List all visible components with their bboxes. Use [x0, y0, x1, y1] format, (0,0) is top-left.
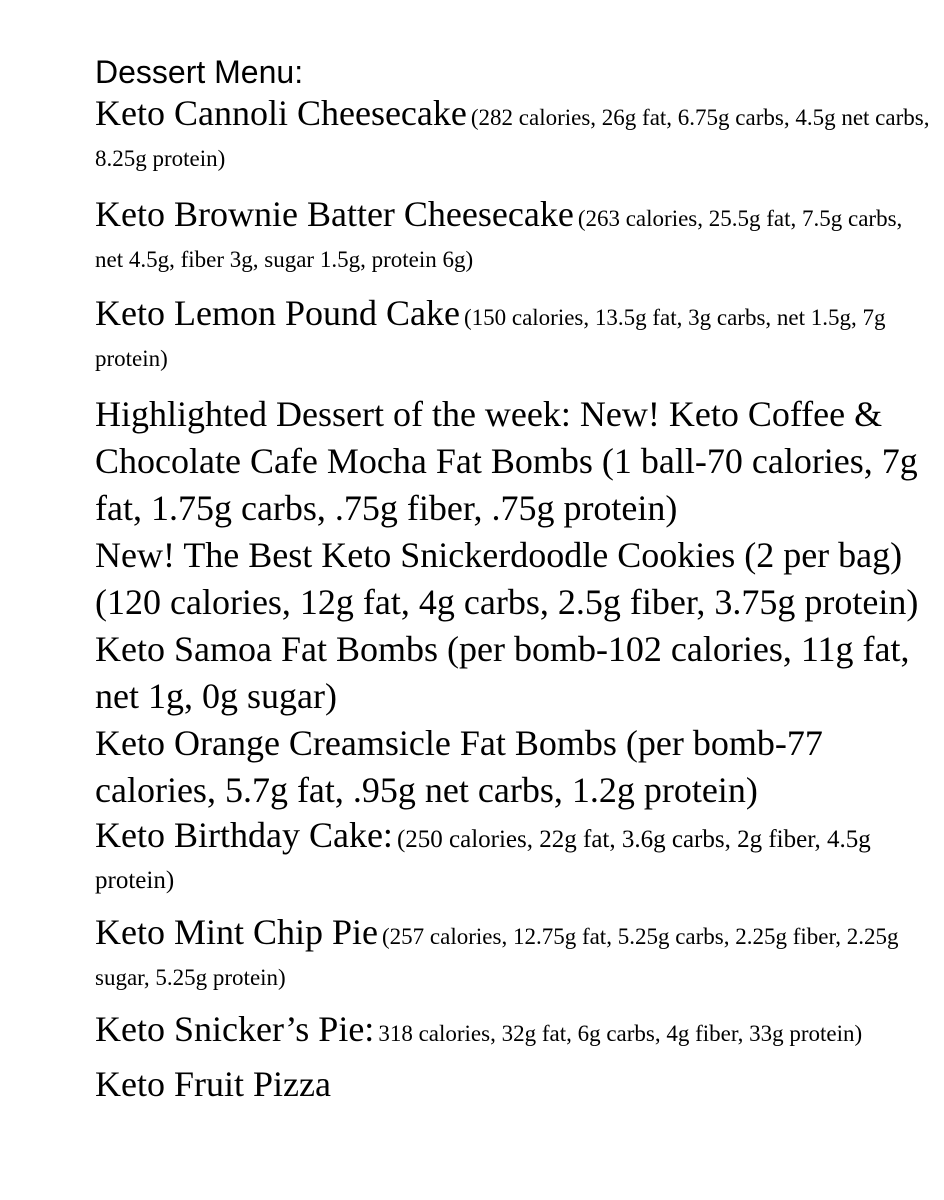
item-name: Keto Lemon Pound Cake	[95, 293, 460, 333]
menu-item-samoa-fat-bombs: Keto Samoa Fat Bombs (per bomb-102 calories, 11g fat, net 1g, 0g sugar)	[95, 629, 910, 716]
menu-item-cannoli-cheesecake	[95, 94, 935, 181]
item-details: (257 calories, 12.75g fat, 5.25g carbs, 2.25g fiber, 2.25g sugar, 5.25g protein)	[95, 924, 899, 990]
menu-item-snickers-pie	[95, 1010, 935, 1056]
menu-item-snickerdoodle-cookies: New! The Best Keto Snickerdoodle Cookies (2 per bag) (120 calories, 12g fat, 4g carbs, 2.5g fiber, 3.75g protein)	[95, 535, 919, 622]
item-details: 318 calories, 32g fat, 6g carbs, 4g fiber, 33g protein)	[378, 1021, 863, 1046]
item-name: Keto Cannoli Cheesecake	[95, 93, 467, 133]
item-name: Keto Snicker’s Pie:	[95, 1009, 375, 1049]
item-name: Keto Brownie Batter Cheesecake	[95, 194, 574, 234]
dessert-menu	[95, 52, 935, 1106]
menu-item-brownie-batter-cheesecake	[95, 195, 935, 282]
menu-item-mint-chip-pie	[95, 913, 935, 1000]
item-details: (263 calories, 25.5g fat, 7.5g carbs, net 4.5g, fiber 3g, sugar 1.5g, protein 6g)	[95, 206, 903, 272]
item-name: Keto Mint Chip Pie	[95, 912, 379, 952]
menu-title: Dessert Menu:	[95, 54, 304, 90]
menu-item-fruit-pizza: Keto Fruit Pizza	[95, 1064, 331, 1104]
menu-item-lemon-pound-cake	[95, 294, 935, 381]
menu-item-orange-creamsicle-fat-bombs: Keto Orange Creamsicle Fat Bombs (per bomb-77 calories, 5.7g fat, .95g net carbs, 1.2g protein)	[95, 723, 823, 810]
menu-item-highlighted-mocha-fat-bombs: Highlighted Dessert of the week: New! Keto Coffee & Chocolate Cafe Mocha Fat Bombs (1 ball-70 calories, 7g fat, 1.75g carbs, .75g fiber, .75g protein)	[95, 394, 918, 528]
item-name: Keto Birthday Cake:	[95, 815, 393, 855]
item-details: (150 calories, 13.5g fat, 3g carbs, net 1.5g, 7g protein)	[95, 305, 886, 371]
item-details: (282 calories, 26g fat, 6.75g carbs, 4.5g net carbs, 8.25g protein)	[95, 105, 930, 171]
item-details: (250 calories, 22g fat, 3.6g carbs, 2g fiber, 4.5g protein)	[95, 826, 871, 894]
menu-item-birthday-cake	[95, 816, 935, 903]
